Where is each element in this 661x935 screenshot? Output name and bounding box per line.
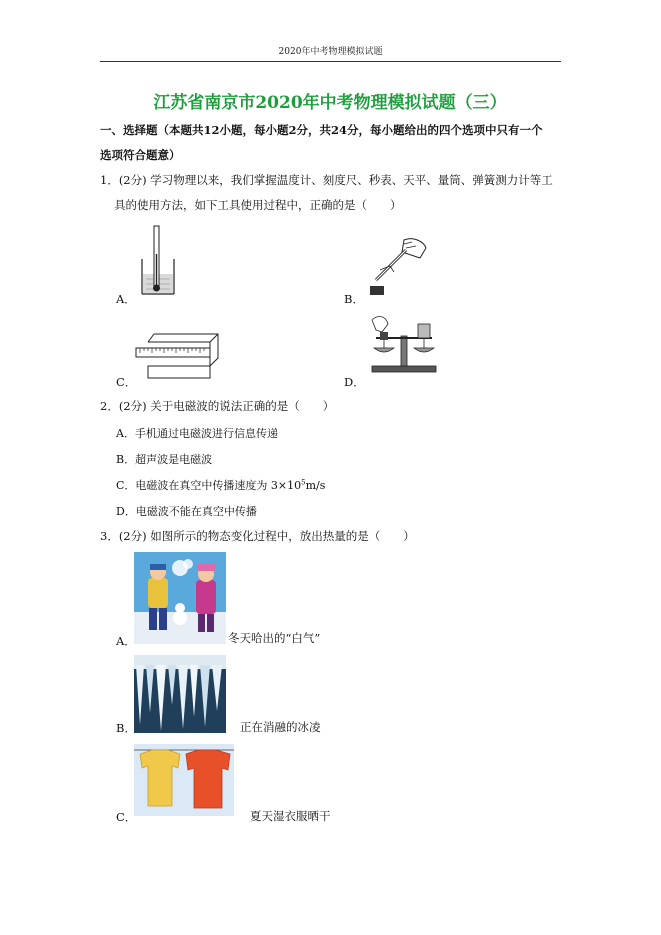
ruler-block-figure (134, 330, 220, 382)
q2-choice-b: B．超声波是电磁波 (116, 453, 213, 466)
page-header: 2020年中考物理模拟试题 (278, 47, 383, 57)
q2-choice-c (116, 477, 325, 493)
document-title: 江苏省南京市2020年中考物理模拟试题（三） (153, 93, 507, 113)
question-1-line2: 具的使用方法，如下工具使用过程中，正确的是（ ） (114, 198, 402, 212)
q1-option-a: A． (116, 292, 136, 306)
section-heading-line2: 选项符合题意） (100, 148, 181, 162)
thermometer-beaker-figure (134, 224, 182, 300)
q2-choice-d: D．电磁波不能在真空中传播 (116, 505, 257, 518)
q2-choice-a: A．手机通过电磁波进行信息传递 (116, 427, 278, 440)
header-divider (100, 61, 561, 62)
q3-option-a-label: A． (116, 634, 136, 648)
hand-tool-figure (364, 236, 428, 298)
q3-option-c-text: 夏天湿衣服晒干 (250, 809, 331, 823)
question-2-stem: 2．(2分) 关于电磁波的说法正确的是（ ） (100, 399, 335, 413)
question-3-stem: 3．(2分) 如图所示的物态变化过程中，放出热量的是（ ） (100, 529, 415, 543)
winter-breath-photo (134, 552, 226, 644)
q1-option-d: D． (344, 375, 365, 389)
melting-icicles-photo (134, 655, 226, 733)
q3-option-a-text: 冬天哈出的“白气” (228, 631, 321, 645)
q3-option-b-label: B． (116, 721, 136, 735)
section-heading (100, 118, 570, 168)
q3-option-c-label: C． (116, 810, 137, 824)
q2-choice-c-exponent: 5 (301, 478, 306, 487)
question-1-stem (100, 168, 570, 218)
balance-scale-figure (368, 314, 440, 374)
q1-option-b: B． (344, 292, 364, 306)
q2-choice-c-unit: m/s (305, 479, 326, 492)
q3-option-b-text: 正在消融的冰凌 (240, 720, 321, 734)
question-1-line1: 1．(2分) 学习物理以来，我们掌握温度计、刻度尺、秒表、天平、量筒、弹簧测力计等工 (100, 173, 553, 187)
q1-option-c: C． (116, 375, 137, 389)
q2-choice-c-text: C．电磁波在真空中传播速度为 3×10 (116, 479, 302, 492)
section-heading-line1: 一、选择题（本题共12小题，每小题2分，共24分，每小题给出的四个选项中只有一个 (100, 123, 543, 137)
drying-shirts-photo (134, 744, 234, 816)
